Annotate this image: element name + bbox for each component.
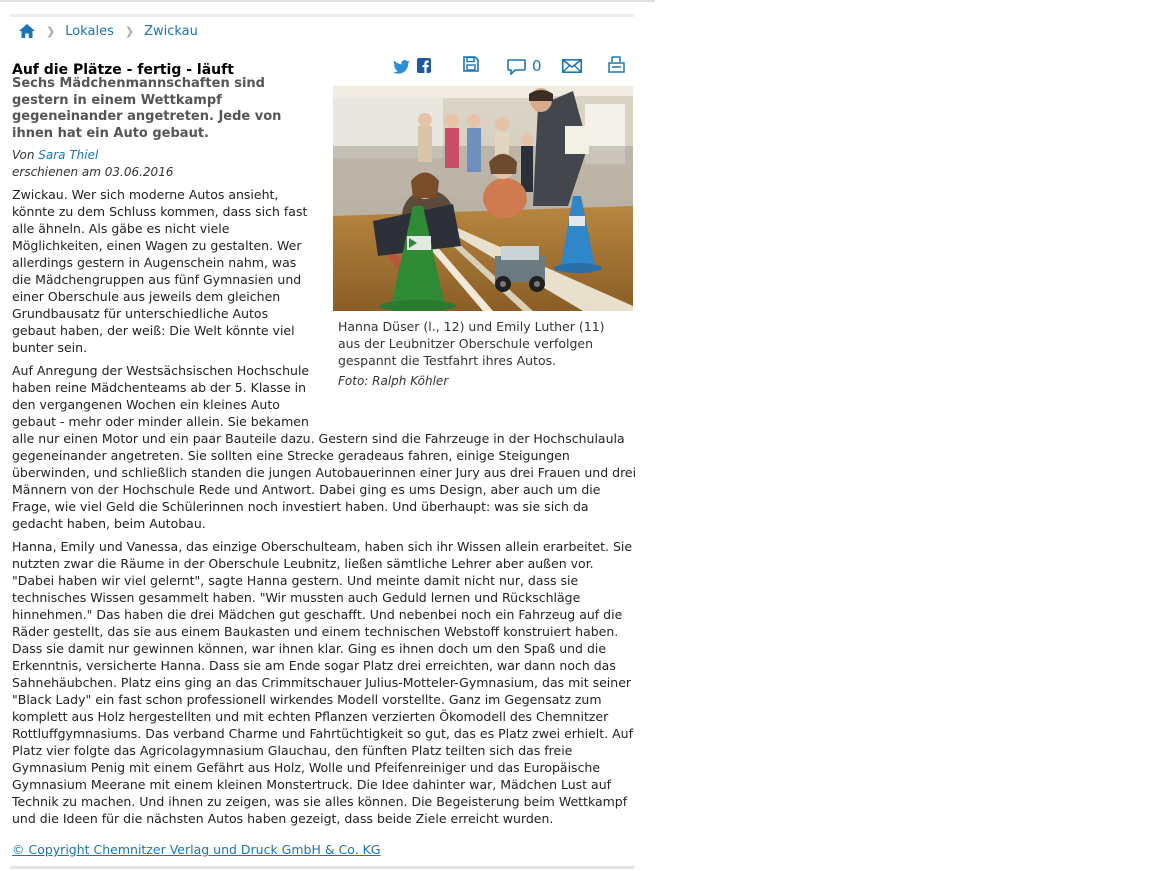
article-paragraph-1: Zwickau. Wer sich moderne Autos ansieht, könnte zu dem Schluss kommen, dass sich fast alle ähneln. Als gäbe es nicht viele Möglichkeiten, einen Wagen zu gestalten. Wer allerdings gestern in Augenschein nahm, was die Mädchengruppen aus fünf Gymnasien und einer Oberschule aus jeweils dem gleichen Grundbausatz für unterschiedliche Autos gebaut haben, der weiß: Die Welt könnte viel bunter sein. (12, 187, 308, 355)
chevron-right-icon: ❯ (124, 24, 135, 38)
article-actions (393, 56, 628, 76)
breadcrumb (19, 22, 198, 40)
comment-count[interactable]: 0 (532, 57, 542, 75)
author-link[interactable]: Sara Thiel (38, 148, 99, 162)
article-photo[interactable] (333, 86, 633, 311)
facebook-icon[interactable] (417, 58, 431, 77)
save-icon[interactable] (463, 56, 479, 76)
article-paragraph-2-continued: alle nur einen Motor und ein paar Bauteile dazu. Gestern sind die Fahrzeuge in der Hochschulaula gegeneinander angetreten. Sie sollten eine Strecke geradeaus fahren, einige Steigungen überwinden, und schließlich standen die jungen Autobauerinnen einer Jury aus drei Frauen und drei Männern von der Hochschule Rede und Antwort. Dabei ging es ums Design, aber auch um die Frage, wie viel Geld die Schülerinnen noch investiert haben. Und überhaupt: was sie sich da gedacht haben, beim Autobau. (12, 431, 637, 531)
mail-icon[interactable] (562, 58, 582, 77)
chevron-right-icon: ❯ (46, 24, 56, 38)
photo-credit: Foto: Ralph Köhler (338, 374, 449, 388)
top-divider (0, 0, 655, 2)
home-icon[interactable] (19, 24, 35, 38)
article-title: Auf die Plätze - fertig - läuft (12, 62, 234, 79)
print-icon[interactable] (608, 56, 625, 77)
comment-icon[interactable] (507, 59, 526, 79)
photo-caption: Hanna Düser (l., 12) und Emily Luther (11) aus der Leubnitzer Oberschule verfolgen gespannt die Testfahrt ihres Autos. (338, 319, 605, 368)
copyright-link[interactable]: © Copyright Chemnitzer Verlag und Druck GmbH & Co. KG (12, 842, 381, 857)
article-lead: Sechs Mädchenmannschaften sind gestern in einem Wettkampf gegeneinander angetreten. Jede von ihnen hat ein Auto gebaut. (12, 76, 282, 141)
publish-date: erschienen am 03.06.2016 (12, 165, 174, 179)
footer-divider (10, 866, 634, 869)
article-paragraph-3: Hanna, Emily und Vanessa, das einzige Oberschulteam, haben sich ihr Wissen allein erarbeitet. Sie nutzten zwar die Räume in der Oberschule Leubnitz, ließen sämtliche Lehrer aber außen vor. "Dabei haben wir viel gelernt", sagte Hanna gestern. Und meinte damit nicht nur, dass sie technisches Wissen gesammelt haben. "Wir mussten auch Geduld lernen und Rückschläge hinnehmen." Das haben die drei Mädchen gut geschafft. Und nebenbei noch ein Fahrzeug auf die Räder gestellt, das sie aus einem Baukasten und einem technischen Webstoff konstruiert haben. Dass sie damit nur gewinnen können, war ihnen klar. Ging es ihnen doch um den Spaß und die Erkenntnis, versicherte Hanna. Dass sie am Ende sogar Platz drei erreichten, war dann noch das Sahnehäubchen. Platz eins ging an das Crimmitschauer Julius-Motteler-Gymnasium, das mit seiner "Black Lady" ein fast schon professionell wirkendes Modell vorstellte. Ganz im Gegensatz zum komplett aus Holz hergestellten und mit echten Pflanzen verzierten Ökomodell des Chemnitzer Rottluffgymnasiums. Das verband Charme und Fahrtüchtigkeit so gut, das es Platz zwei erhielt. Auf Platz vier folgte das Agricolagymnasium Glauchau, den fünften Platz teilten sich das freie Gymnasium Penig mit einem Gefährt aus Holz, Wolle und Pfeifenreiniger und das Europäische Gymnasium Meerane mit einem kleinen Monstertruck. Die Idee dahinter war, Mädchen Lust auf Technik zu machen. Und ihnen zu zeigen, was sie alles können. Die Begeisterung beim Wettkampf und die Ideen für die nächsten Autos haben gezeigt, dass beide Ziele erreicht wurden. (12, 539, 633, 826)
header-divider (10, 14, 634, 17)
breadcrumb-lokales[interactable]: Lokales (65, 23, 114, 39)
twitter-icon[interactable] (393, 59, 410, 78)
article-meta (12, 147, 173, 181)
breadcrumb-zwickau[interactable]: Zwickau (144, 23, 198, 39)
article-paragraph-2-start: Auf Anregung der Westsächsischen Hochschule haben reine Mädchenteams ab der 5. Klasse in den vergangenen Wochen ein kleines Auto gebaut - mehr oder minder allein. Sie bekamen (12, 363, 310, 429)
byline-prefix: Von (12, 148, 35, 162)
